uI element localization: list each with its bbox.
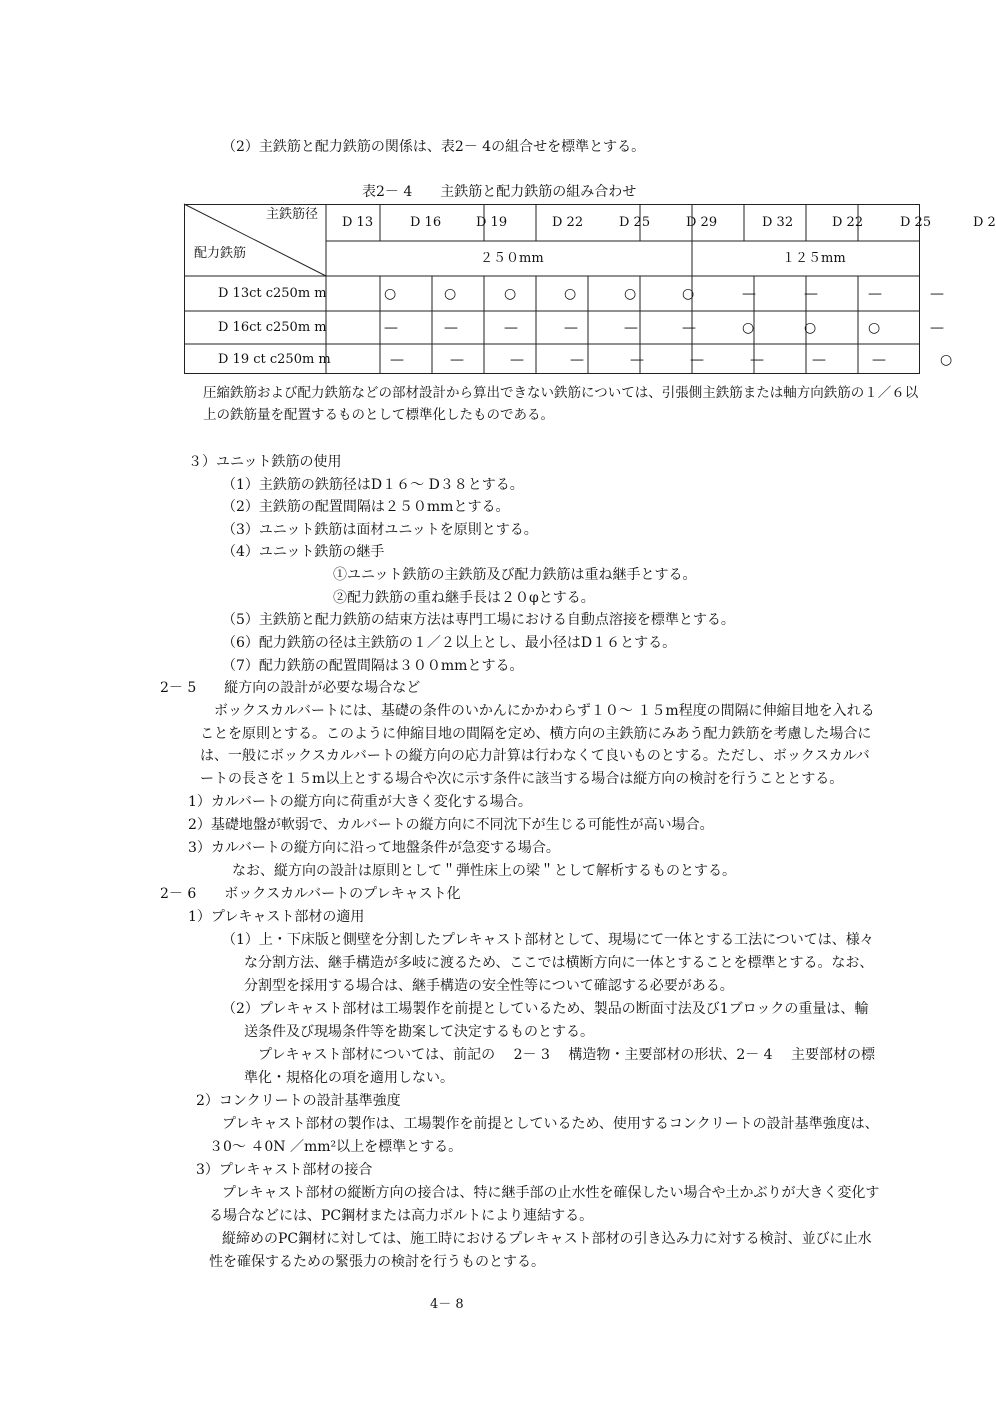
section-heading: ３）ユニット鉄筋の使用 xyxy=(188,454,342,470)
paragraph-line: な分割方法、継手構造が多岐に渡るため、ここでは横断方向に一体とすることを標準とする。なお、 xyxy=(244,955,874,971)
table-mark: ○ xyxy=(804,320,817,336)
table-mark: — xyxy=(624,320,638,336)
table-mark: ○ xyxy=(624,286,637,302)
table-mark: — xyxy=(872,352,886,368)
table-mark: ○ xyxy=(444,286,457,302)
table-mark: — xyxy=(390,352,404,368)
list-item: 1）カルバートの縦方向に荷重が大きく変化する場合。 xyxy=(188,794,532,810)
list-item: 3）カルバートの縦方向に沿って地盤条件が急変する場合。 xyxy=(188,840,560,856)
table-note-line: 上の鉄筋量を配置するものとして標準化したものである。 xyxy=(203,407,554,423)
paragraph-line: 性を確保するための緊張力の検討を行うものとする。 xyxy=(209,1254,545,1270)
intro-line: （2）主鉄筋と配力鉄筋の関係は、表2－ 4の組合せを標準とする。 xyxy=(222,139,646,155)
rebar-combination-table xyxy=(184,204,996,374)
paragraph-line: 準化・規格化の項を適用しない。 xyxy=(244,1070,454,1086)
diameter-header: D 16 xyxy=(410,215,442,230)
table-mark: — xyxy=(742,286,756,302)
diameter-header: D 19 xyxy=(476,215,508,230)
diameter-header: D 25 xyxy=(619,215,651,230)
paragraph-line: プレキャスト部材の縦断方向の接合は、特に継手部の止水性を確保したい場合や土かぶりが大きく変化す xyxy=(222,1185,880,1201)
paragraph-line: 分割型を採用する場合は、継手構造の安全性等について確認する必要がある。 xyxy=(244,978,734,994)
paragraph-line: プレキャスト部材の製作は、工場製作を前提としているため、使用するコンクリートの設計基準強度は、 xyxy=(222,1116,879,1132)
list-item: （2）プレキャスト部材は工場製作を前提としているため、製品の断面寸法及び1ブロックの重量は、輸 xyxy=(222,1001,869,1017)
table-mark: — xyxy=(930,320,944,336)
table-mark: — xyxy=(804,286,818,302)
sub-list-item: ①ユニット鉄筋の主鉄筋及び配力鉄筋は重ね継手とする。 xyxy=(333,567,697,583)
paragraph-line: ３0～ ４0N ／mm²以上を標準とする。 xyxy=(209,1139,463,1155)
row-label: D 19 ct c250m m xyxy=(218,352,331,367)
table-mark: — xyxy=(812,352,826,368)
table-mark: ○ xyxy=(564,286,577,302)
table-mark: — xyxy=(930,286,944,302)
row-label: D 13ct c250m m xyxy=(218,286,327,301)
paragraph-line: なお、縦方向の設計は原則として＂弾性床上の梁＂として解析するものとする。 xyxy=(232,863,736,879)
table-mark: — xyxy=(690,352,704,368)
header-main-bar-label: 主鉄筋径 xyxy=(266,207,319,222)
table-mark: ○ xyxy=(940,352,953,368)
section-heading: 2－ 6 ボックスカルバートのプレキャスト化 xyxy=(160,886,461,902)
list-item: （1）主鉄筋の鉄筋径はD１６～ D３８とする。 xyxy=(222,477,524,493)
table-mark: — xyxy=(510,352,524,368)
paragraph-line: 送条件及び現場条件等を勘案して決定するものとする。 xyxy=(244,1024,594,1040)
list-item: （1）上・下床版と側壁を分割したプレキャスト部材として、現場にて一体とする工法については、様々 xyxy=(222,932,874,948)
table-note-line: 圧縮鉄筋および配力鉄筋などの部材設計から算出できない鉄筋については、引張側主鉄筋または軸方向鉄筋の１／６以 xyxy=(203,385,919,401)
paragraph-line: ことを原則とする。このように伸縮目地の間隔を定め、横方向の主鉄筋にみあう配力鉄筋を考慮した場合に xyxy=(200,726,872,742)
diameter-header: D 22 xyxy=(832,215,864,230)
list-item: （2）主鉄筋の配置間隔は２５０mmとする。 xyxy=(222,499,510,515)
diameter-header: D 32 xyxy=(762,215,794,230)
table-mark: ○ xyxy=(384,286,397,302)
page-number: 4－ 8 xyxy=(430,1297,464,1312)
list-item: （5）主鉄筋と配力鉄筋の結束方法は専門工場における自動点溶接を標準とする。 xyxy=(222,612,735,628)
table-caption: 表2－ 4 主鉄筋と配力鉄筋の組み合わせ xyxy=(362,184,637,200)
list-item: （7）配力鉄筋の配置間隔は３００mmとする。 xyxy=(222,658,524,674)
table-mark: — xyxy=(630,352,644,368)
paragraph-line: は、一般にボックスカルバートの縦方向の応力計算は行わなくて良いものとする。ただし、ボックスカルバ xyxy=(200,748,870,764)
section-heading: 1）プレキャスト部材の適用 xyxy=(188,909,365,925)
table-mark: ○ xyxy=(742,320,755,336)
diameter-header: D 22 xyxy=(552,215,584,230)
list-item: （3）ユニット鉄筋は面材ユニットを原則とする。 xyxy=(222,522,538,538)
table-mark: — xyxy=(450,352,464,368)
row-label: D 16ct c250m m xyxy=(218,320,327,335)
table-mark: — xyxy=(444,320,458,336)
table-mark: — xyxy=(750,352,764,368)
table-mark: — xyxy=(570,352,584,368)
spacing-250: ２５０mm xyxy=(480,251,544,266)
spacing-125: １２５mm xyxy=(782,251,846,266)
table-mark: ○ xyxy=(868,320,881,336)
diameter-header: D 13 xyxy=(342,215,374,230)
section-heading: 2）コンクリートの設計基準強度 xyxy=(196,1093,401,1109)
list-item: 2）基礎地盤が軟弱で、カルバートの縦方向に不同沈下が生じる可能性が高い場合。 xyxy=(188,817,714,833)
table-mark: — xyxy=(682,320,696,336)
paragraph-line: る場合などには、PC鋼材または高力ボルトにより連結する。 xyxy=(209,1208,594,1224)
diameter-header: D 25 xyxy=(900,215,932,230)
table-mark: — xyxy=(564,320,578,336)
sub-list-item: ②配力鉄筋の重ね継手長は２０φとする。 xyxy=(333,590,595,606)
paragraph-line: プレキャスト部材については、前記の 2－ 3 構造物・主要部材の形状、2－ 4 主要部材の標 xyxy=(258,1047,876,1063)
diameter-header: D 29 xyxy=(686,215,718,230)
table-mark: ○ xyxy=(504,286,517,302)
list-item: （4）ユニット鉄筋の継手 xyxy=(222,544,385,560)
section-heading: 2－ 5 縦方向の設計が必要な場合など xyxy=(160,680,421,696)
section-heading: 3）プレキャスト部材の接合 xyxy=(196,1162,373,1178)
header-distribution-bar-label: 配力鉄筋 xyxy=(194,246,247,261)
list-item: （6）配力鉄筋の径は主鉄筋の１／２以上とし、最小径はD１６とする。 xyxy=(222,635,677,651)
paragraph-line: 縦締めのPC鋼材に対しては、施工時におけるプレキャスト部材の引き込み力に対する検討、並びに止水 xyxy=(222,1231,872,1247)
table-mark: ○ xyxy=(682,286,695,302)
table-mark: — xyxy=(504,320,518,336)
table-mark: — xyxy=(384,320,398,336)
paragraph-line: ボックスカルバートには、基礎の条件のいかんにかかわらず１０～ １５m程度の間隔に伸縮目地を入れる xyxy=(214,703,875,719)
diameter-header: D 2 xyxy=(973,215,996,230)
table-mark: — xyxy=(868,286,882,302)
paragraph-line: ートの長さを１５m以上とする場合や次に示す条件に該当する場合は縦方向の検討を行うこととする。 xyxy=(200,771,844,787)
